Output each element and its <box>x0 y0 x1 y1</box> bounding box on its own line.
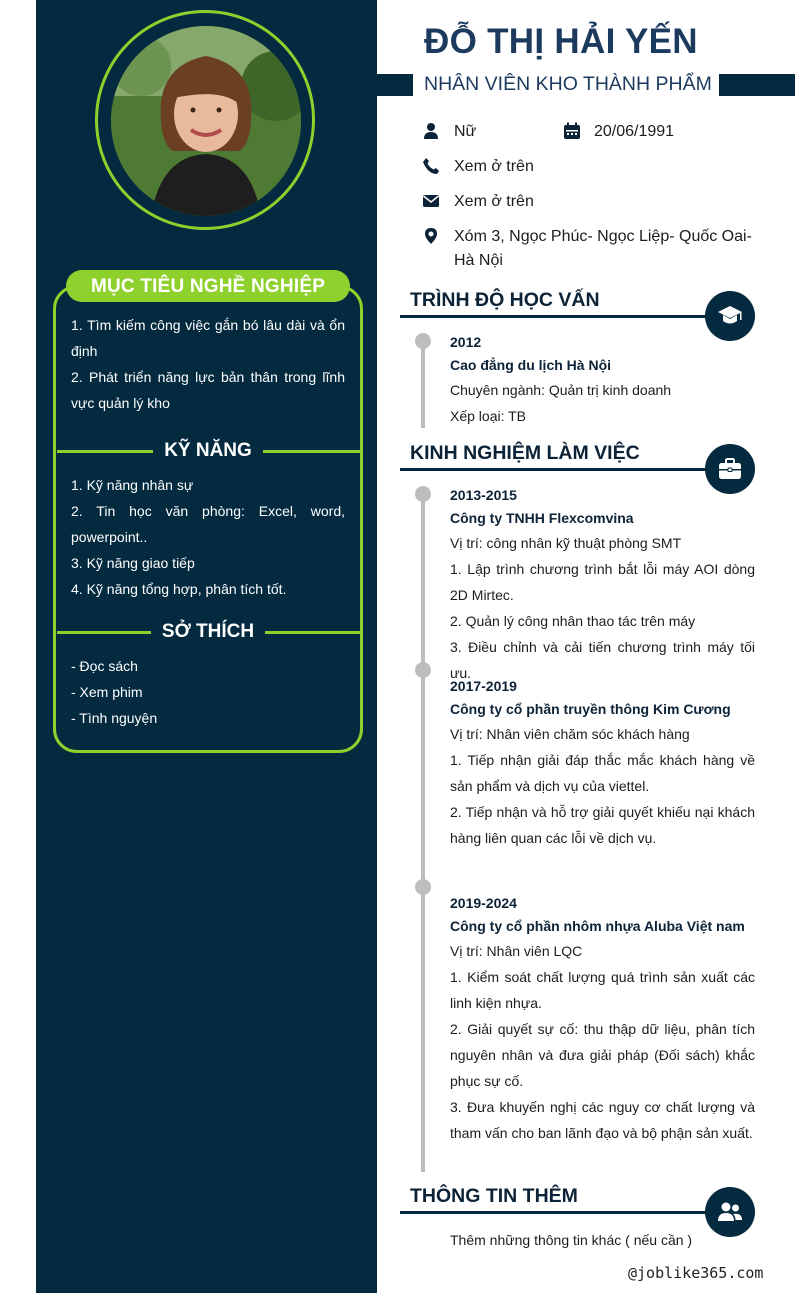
objective-item: 1. Tìm kiếm công việc gắn bó lâu dài và ổn định <box>71 317 345 359</box>
job-duty: 3. Đưa khuyến nghị các nguy cơ chất lượng và tham vấn cho ban lãnh đạo và bộ phận sản xuất. <box>450 1099 755 1141</box>
user-icon <box>422 122 440 140</box>
candidate-name: ĐỖ THỊ HẢI YẾN <box>424 22 698 61</box>
job-duty: 1. Kiểm soát chất lượng quá trình sản xuất các linh kiện nhựa. <box>450 969 755 1011</box>
skill-item: 3. Kỹ năng giao tiếp <box>71 555 195 571</box>
divider <box>263 450 360 453</box>
divider <box>57 450 153 453</box>
section-underline <box>400 315 710 318</box>
job-details <box>450 530 755 686</box>
objective-heading: MỤC TIÊU NGHỀ NGHIỆP <box>66 270 350 302</box>
envelope-icon <box>422 192 440 210</box>
job-duty: 1. Tiếp nhận giải đáp thắc mắc khách hàng về sản phẩm và dịch vụ của viettel. <box>450 752 755 794</box>
birthdate-value: 20/06/1991 <box>594 123 675 140</box>
graduation-cap-icon <box>705 291 755 341</box>
experience-timeline <box>421 492 425 1172</box>
divider <box>57 631 151 634</box>
section-underline <box>400 468 710 471</box>
phone-icon <box>422 157 440 175</box>
timeline-dot <box>415 333 431 349</box>
hobbies-heading: SỞ THÍCH <box>161 621 255 642</box>
phone-value: Xem ở trên <box>454 158 534 175</box>
skill-item: 1. Kỹ năng nhân sự <box>71 477 194 493</box>
objective-item: 2. Phát triển năng lực bản thân trong lĩnh vực quản lý kho <box>71 369 345 411</box>
section-underline <box>400 1211 710 1214</box>
experience-heading: KINH NGHIỆM LÀM VIỆC <box>410 442 640 464</box>
education-major: Chuyên ngành: Quản trị kinh doanh <box>450 382 672 398</box>
skill-item: 2. Tin học văn phòng: Excel, word, powerpoint.. <box>71 503 345 545</box>
title-bar-left <box>377 74 413 96</box>
timeline-dot <box>415 879 431 895</box>
objective-list <box>71 312 345 416</box>
job-period: 2019-2024 <box>450 895 517 911</box>
job-position: Vị trí: công nhân kỹ thuật phòng SMT <box>450 535 682 551</box>
skills-list <box>71 472 345 602</box>
job-company: Công ty TNHH Flexcomvina <box>450 510 634 526</box>
job-details <box>450 938 755 1146</box>
map-pin-icon <box>422 227 440 245</box>
job-duty: 2. Quản lý công nhân thao tác trên máy <box>450 613 696 629</box>
education-heading: TRÌNH ĐỘ HỌC VẤN <box>410 289 600 311</box>
hobby-item: - Tình nguyện <box>71 710 158 726</box>
email-value: Xem ở trên <box>454 193 534 210</box>
education-details <box>450 377 755 429</box>
hobbies-list <box>71 653 345 731</box>
job-company: Công ty cổ phần truyền thông Kim Cương <box>450 701 731 717</box>
timeline-dot <box>415 486 431 502</box>
hobby-item: - Xem phim <box>71 684 143 700</box>
education-timeline <box>421 340 425 428</box>
calendar-icon <box>563 122 581 140</box>
briefcase-icon <box>705 444 755 494</box>
job-position: Vị trí: Nhân viên LQC <box>450 943 583 959</box>
job-duty: 2. Tiếp nhận và hỗ trợ giải quyết khiếu nại khách hàng liên quan các lỗi về dịch vụ. <box>450 804 755 846</box>
job-period: 2013-2015 <box>450 487 517 503</box>
divider <box>265 631 360 634</box>
education-grade: Xếp loại: TB <box>450 408 527 424</box>
extra-text: Thêm những thông tin khác ( nếu cần ) <box>450 1232 693 1248</box>
education-school: Cao đẳng du lịch Hà Nội <box>450 357 612 373</box>
gender-value: Nữ <box>454 123 477 140</box>
education-year: 2012 <box>450 334 482 350</box>
skills-heading: KỸ NĂNG <box>164 440 252 461</box>
job-duty: 2. Giải quyết sự cố: thu thập dữ liệu, phân tích nguyên nhân và đưa giải pháp (Đối sách) khắc phục sự cố. <box>450 1021 755 1089</box>
job-duty: 3. Điều chỉnh và cải tiến chương trình máy tối ưu. <box>450 639 755 681</box>
profile-photo <box>111 26 301 216</box>
address-value: Xóm 3, Ngọc Phúc- Ngọc Liệp- Quốc Oai- Hà Nội <box>454 228 752 269</box>
skill-item: 4. Kỹ năng tổng hợp, phân tích tốt. <box>71 581 287 597</box>
timeline-dot <box>415 662 431 678</box>
job-position: Vị trí: Nhân viên chăm sóc khách hàng <box>450 726 690 742</box>
job-details <box>450 721 755 851</box>
hobby-item: - Đọc sách <box>71 658 138 674</box>
watermark: @joblike365.com <box>628 1264 764 1282</box>
job-title: NHÂN VIÊN KHO THÀNH PHẨM <box>424 73 712 95</box>
title-bar-right <box>719 74 795 96</box>
job-duty: 1. Lập trình chương trình bắt lỗi máy AOI dòng 2D Mirtec. <box>450 561 755 603</box>
job-company: Công ty cổ phần nhôm nhựa Aluba Việt nam <box>450 918 745 934</box>
extra-heading: THÔNG TIN THÊM <box>410 1185 578 1207</box>
job-period: 2017-2019 <box>450 678 517 694</box>
